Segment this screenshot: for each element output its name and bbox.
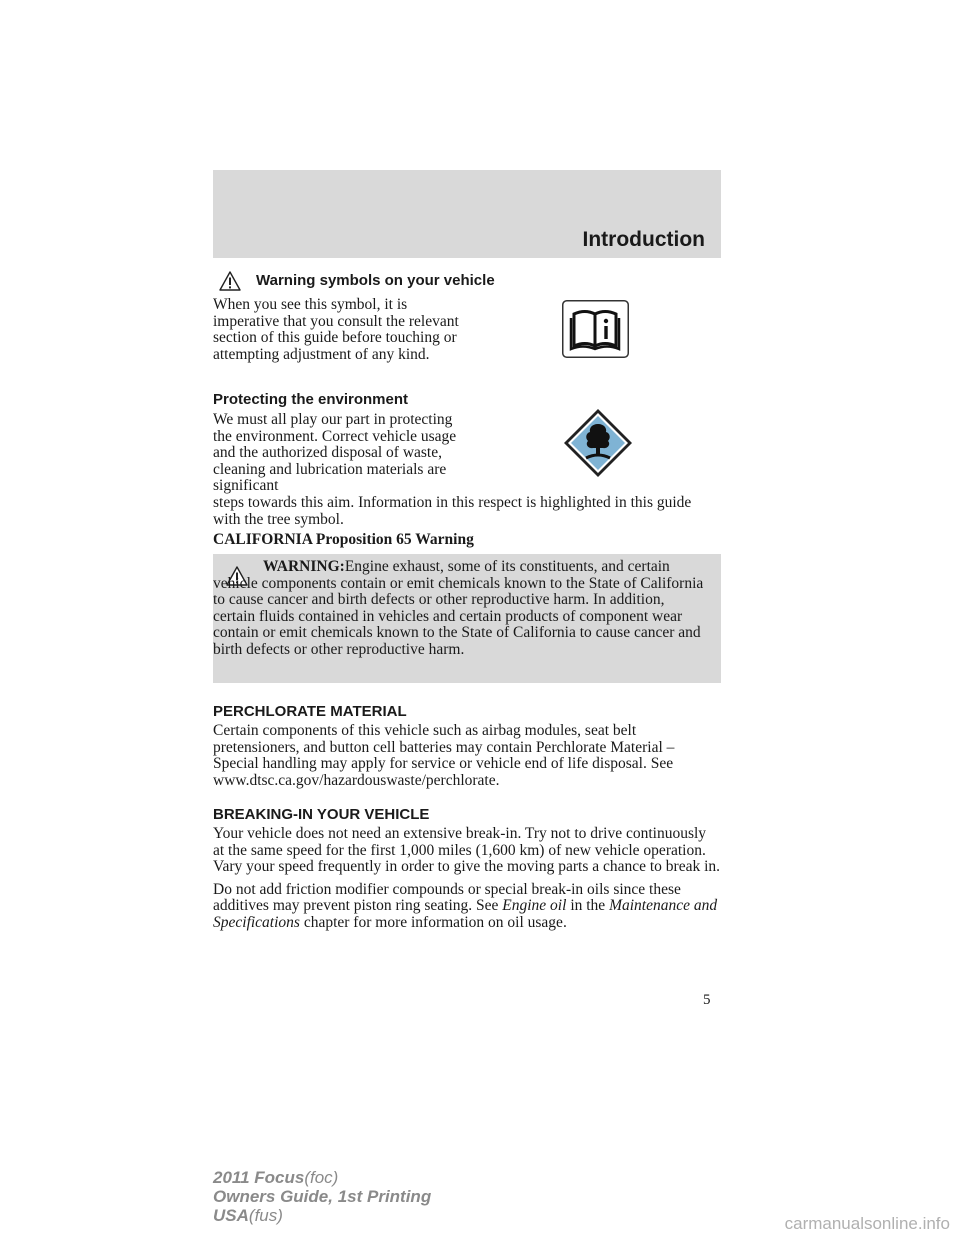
footer-model: 2011 Focus bbox=[213, 1168, 305, 1187]
maintenance-chapter-reference: Maintenance and Specifications bbox=[213, 897, 718, 931]
owner-guide-book-icon bbox=[562, 300, 629, 358]
footer-printing: Owners Guide, 1st Printing bbox=[213, 1187, 432, 1206]
environment-text-wrapped: We must all play our part in protecting the environment. Correct vehicle usage and the authorized disposal of waste, cleaning and lubrication materials are significant bbox=[213, 411, 457, 495]
breaking-in-heading: BREAKING-IN YOUR VEHICLE bbox=[213, 806, 430, 823]
environment-text-continued: steps towards this aim. Information in this respect is highlighted in this guide with the tree symbol. bbox=[213, 494, 692, 528]
perchlorate-heading: PERCHLORATE MATERIAL bbox=[213, 703, 407, 720]
breaking-in-paragraph-1: Your vehicle does not need an extensive break-in. Try not to drive continuously at the same speed for the first 1,000 miles (1,600 km) of new vehicle operation. Vary your speed frequently in order to give the moving parts a chance to break in. bbox=[213, 825, 721, 876]
footer-market-code: (fus) bbox=[248, 1206, 283, 1225]
watermark: carmanualsonline.info bbox=[784, 1214, 950, 1233]
page-number: 5 bbox=[703, 992, 711, 1008]
perchlorate-text: Certain components of this vehicle such as airbag modules, seat belt pretensioners, and button cell batteries may contain Perchlorate Material – Special handling may apply for service or vehicle end of life disposal. See www.dtsc.ca.gov/hazardouswaste/perchlorate. bbox=[213, 722, 675, 789]
breaking-in-paragraph-2: Do not add friction modifier compounds or special break-in oils since these additives may prevent piston ring seating. See Engine oil in the Maintenance and Specifications chapter for more information on oil usage. bbox=[213, 880, 718, 931]
engine-oil-reference: Engine oil bbox=[502, 897, 567, 915]
print-footer bbox=[213, 1168, 431, 1225]
warning-symbols-text: When you see this symbol, it is imperative that you consult the relevant section of this guide before touching or attempting adjustment of any kind. bbox=[213, 296, 459, 363]
footer-model-code: (foc) bbox=[304, 1168, 339, 1187]
tree-symbol-icon bbox=[562, 407, 634, 479]
warning-label: WARNING: bbox=[263, 558, 345, 575]
california-heading: CALIFORNIA Proposition 65 Warning bbox=[213, 531, 474, 548]
warning-triangle-icon bbox=[219, 271, 241, 291]
warning-symbols-heading: Warning symbols on your vehicle bbox=[256, 272, 495, 289]
prop65-warning-box bbox=[213, 554, 721, 683]
section-header-band bbox=[213, 170, 721, 258]
section-title: Introduction bbox=[582, 228, 705, 251]
prop65-warning-text: Engine exhaust, some of its constituents, and certain vehicle components contain or emit chemicals known to the State of California to cause cancer and birth defects or other reproductive harm. In addition, certain fluids contained in vehicles and certain products of component wear contain or emit chemicals known to the State of California to cause cancer and birth defects or other reproductive harm. bbox=[213, 558, 704, 658]
footer-market: USA bbox=[213, 1206, 249, 1225]
environment-heading: Protecting the environment bbox=[213, 391, 409, 408]
